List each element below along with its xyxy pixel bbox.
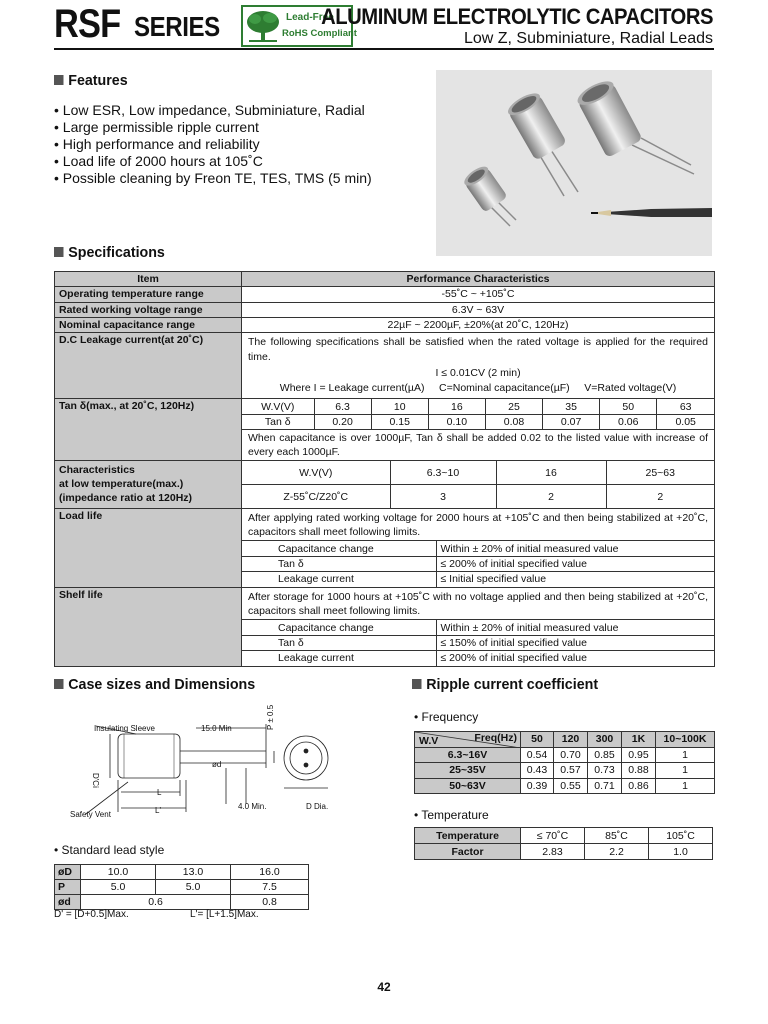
diagram-label: L [157, 788, 162, 797]
ripple-value: 1 [656, 747, 715, 763]
factor-value: 1.0 [649, 844, 713, 860]
header-title-block [287, 4, 713, 48]
tree-icon [245, 9, 281, 43]
col-header-performance: Performance Characteristics [242, 272, 715, 287]
row-value: 6.3V ~ 63V [242, 302, 715, 317]
diagram-label: ød [212, 760, 222, 769]
shelf-life-limit: ≤ 150% of initial specified value [436, 635, 714, 650]
temperature-value: 85˚C [585, 828, 649, 844]
case-dimension-diagram [66, 718, 346, 822]
low-temp-label-line: Characteristics [59, 463, 135, 476]
diagram-label: L' [155, 806, 161, 815]
tan-value: 0.07 [543, 415, 600, 430]
lead-value: 13.0 [156, 865, 231, 880]
lead-value: 16.0 [231, 865, 309, 880]
diagram-label: Insulating Sleeve [94, 724, 155, 733]
dc-leakage-formula: I ≤ 0.01CV (2 min) [435, 366, 521, 379]
tan-value: 0.05 [657, 415, 714, 430]
temperature-value: ≤ 70˚C [521, 828, 585, 844]
shelf-life-param: Tan δ [242, 635, 436, 650]
wv-row-label: 50~63V [415, 778, 521, 794]
specifications-heading: Specifications [54, 244, 165, 261]
tan-value: 0.06 [600, 415, 657, 430]
diagram-label: 4.0 Min. [238, 802, 267, 811]
freq-header: 10~100K [656, 732, 715, 748]
tan-wv-label: W.V(V) [242, 399, 314, 414]
lead-style-table [54, 864, 309, 910]
tan-delta-label: Tan δ [242, 415, 314, 430]
diagram-label: P ± 0.5 [266, 704, 275, 730]
ripple-value: 0.57 [554, 763, 588, 779]
row-label: Operating temperature range [55, 287, 242, 302]
tan-value: 0.10 [428, 415, 485, 430]
temperature-table [414, 827, 713, 860]
row-label: Load life [55, 508, 242, 587]
feature-item: • Large permissible ripple current [54, 119, 259, 135]
wv-row-label: 25~35V [415, 763, 521, 779]
logo-line1: Lead-Free [286, 12, 334, 23]
series-main: RSF [54, 2, 121, 46]
factor-key: Factor [415, 844, 521, 860]
tan-voltage: 35 [543, 399, 600, 414]
lead-value: 0.8 [231, 895, 309, 910]
tan-voltage: 6.3 [314, 399, 371, 414]
features-list [54, 102, 372, 187]
logo-line2: RoHS Compliant [282, 28, 357, 39]
lead-value: 5.0 [156, 880, 231, 895]
shelf-life-limit: ≤ 200% of initial specified value [436, 650, 714, 665]
tan-voltage: 25 [485, 399, 542, 414]
freq-header: 120 [554, 732, 588, 748]
frequency-label: • Frequency [414, 710, 479, 724]
low-temp-voltage: 16 [496, 461, 606, 485]
freq-header: 1K [622, 732, 656, 748]
frequency-table [414, 731, 715, 794]
feature-item: • High performance and reliability [54, 136, 260, 152]
freq-header: 300 [588, 732, 622, 748]
low-temp-voltage: 6.3~10 [390, 461, 496, 485]
wv-label: W.V [419, 735, 439, 747]
ripple-value: 0.71 [588, 778, 622, 794]
ripple-value: 0.95 [622, 747, 656, 763]
ripple-value: 0.70 [554, 747, 588, 763]
low-temp-wv-label: W.V(V) [242, 461, 390, 485]
specifications-table [54, 271, 715, 667]
ripple-value: 0.39 [521, 778, 554, 794]
tan-voltage: 10 [371, 399, 428, 414]
tan-value: 0.20 [314, 415, 371, 430]
factor-value: 2.83 [521, 844, 585, 860]
freq-header: 50 [521, 732, 554, 748]
tan-value: 0.15 [371, 415, 428, 430]
load-life-param: Tan δ [242, 556, 436, 571]
row-label: Shelf life [55, 587, 242, 666]
tan-voltage: 63 [657, 399, 714, 414]
tan-value: 0.08 [485, 415, 542, 430]
wv-freq-header [415, 732, 521, 748]
temperature-label: • Temperature [414, 808, 489, 822]
col-header-item: Item [55, 272, 242, 287]
series-word: SERIES [134, 11, 220, 42]
lead-value: 10.0 [81, 865, 156, 880]
impedance-ratio: 2 [606, 485, 714, 508]
ripple-value: 0.88 [622, 763, 656, 779]
ripple-value: 0.73 [588, 763, 622, 779]
square-bullet-icon [54, 75, 64, 85]
row-label: Tan δ(max., at 20˚C, 120Hz) [55, 399, 242, 461]
ripple-value: 0.86 [622, 778, 656, 794]
row-label: Rated working voltage range [55, 302, 242, 317]
impedance-ratio-label: Z-55˚C/Z20˚C [242, 485, 390, 508]
temperature-value: 105˚C [649, 828, 713, 844]
load-life-table [242, 509, 714, 587]
row-label: D.C Leakage current(at 20˚C) [55, 333, 242, 399]
lead-note-d: D' = [D+0.5]Max. [54, 909, 129, 920]
ripple-value: 0.43 [521, 763, 554, 779]
diagram-label: D Dia. [306, 802, 329, 811]
page-subtitle: Low Z, Subminiature, Radial Leads [463, 30, 713, 47]
load-life-text: After applying rated working voltage for 2000 hours at +105˚C and then being stabilized at +20˚C, capacitors shall meet following limits. [242, 509, 714, 541]
product-photo [436, 70, 712, 256]
feature-item: • Load life of 2000 hours at 105˚C [54, 153, 263, 169]
row-label: Nominal capacitance range [55, 317, 242, 332]
page-title: ALUMINUM ELECTROLYTIC CAPACITORS [321, 4, 713, 29]
shelf-life-table [242, 588, 714, 666]
lead-note-l: L'= [L+1.5]Max. [190, 909, 259, 920]
dc-leakage-legend: Where I = Leakage current(µA) C=Nominal capacitance(µF) V=Rated voltage(V) [279, 382, 677, 395]
dc-leakage-text [242, 333, 714, 398]
low-temp-label-line: (impedance ratio at 120Hz) [59, 491, 193, 504]
low-temp-table [242, 461, 714, 508]
low-temp-label-line: at low temperature(max.) [59, 477, 184, 490]
lead-key: øD [55, 865, 81, 880]
low-temp-voltage: 25~63 [606, 461, 714, 485]
ripple-value: 1 [656, 763, 715, 779]
lead-value: 7.5 [231, 880, 309, 895]
row-label-low-temp [55, 460, 242, 508]
lead-value: 5.0 [81, 880, 156, 895]
header-divider [54, 48, 714, 50]
load-life-param: Capacitance change [242, 541, 436, 556]
square-bullet-icon [54, 679, 64, 689]
load-life-limit: ≤ Initial specified value [436, 572, 714, 587]
row-value: 22µF ~ 2200µF, ±20%(at 20˚C, 120Hz) [242, 317, 715, 332]
feature-item: • Low ESR, Low impedance, Subminiature, Radial [54, 102, 365, 118]
load-life-limit: ≤ 200% of initial specified value [436, 556, 714, 571]
factor-value: 2.2 [585, 844, 649, 860]
shelf-life-param: Leakage current [242, 650, 436, 665]
freq-label: Freq(Hz) [474, 732, 517, 744]
page-number: 42 [377, 980, 391, 994]
load-life-param: Leakage current [242, 572, 436, 587]
wv-row-label: 6.3~16V [415, 747, 521, 763]
ripple-value: 1 [656, 778, 715, 794]
diagram-label: Safety Vent [70, 810, 111, 819]
tan-voltage: 50 [600, 399, 657, 414]
load-life-limit: Within ± 20% of initial measured value [436, 541, 714, 556]
lead-value: 0.6 [81, 895, 231, 910]
feature-item: • Possible cleaning by Freon TE, TES, TMS (5 min) [54, 170, 372, 186]
shelf-life-limit: Within ± 20% of initial measured value [436, 620, 714, 635]
lead-style-label: • Standard lead style [54, 843, 165, 857]
lead-key: P [55, 880, 81, 895]
shelf-life-param: Capacitance change [242, 620, 436, 635]
diagram-label: 15.0 Min [201, 724, 232, 733]
ripple-value: 0.85 [588, 747, 622, 763]
impedance-ratio: 3 [390, 485, 496, 508]
ripple-value: 0.55 [554, 778, 588, 794]
dc-leakage-description: The following specifications shall be satisfied when the rated voltage is applied for the required time. [248, 336, 708, 364]
impedance-ratio: 2 [496, 485, 606, 508]
diagram-label: D'Ci [91, 773, 100, 788]
ripple-value: 0.54 [521, 747, 554, 763]
tan-voltage: 16 [428, 399, 485, 414]
square-bullet-icon [412, 679, 422, 689]
lead-key: ød [55, 895, 81, 910]
tan-delta-note: When capacitance is over 1000µF, Tan δ shall be added 0.02 to the listed value with increase of every each 1000µF. [242, 430, 714, 460]
shelf-life-text: After storage for 1000 hours at +105˚C with no voltage applied and then being stabilized at +20˚C, capacitors shall meet following limits. [242, 588, 714, 620]
features-heading: Features [54, 72, 128, 89]
tan-delta-table [242, 399, 714, 460]
series-title [54, 2, 220, 46]
case-sizes-heading: Case sizes and Dimensions [54, 676, 255, 693]
row-value: -55˚C ~ +105˚C [242, 287, 715, 302]
temperature-key: Temperature [415, 828, 521, 844]
square-bullet-icon [54, 247, 64, 257]
ripple-heading: Ripple current coefficient [412, 676, 598, 693]
